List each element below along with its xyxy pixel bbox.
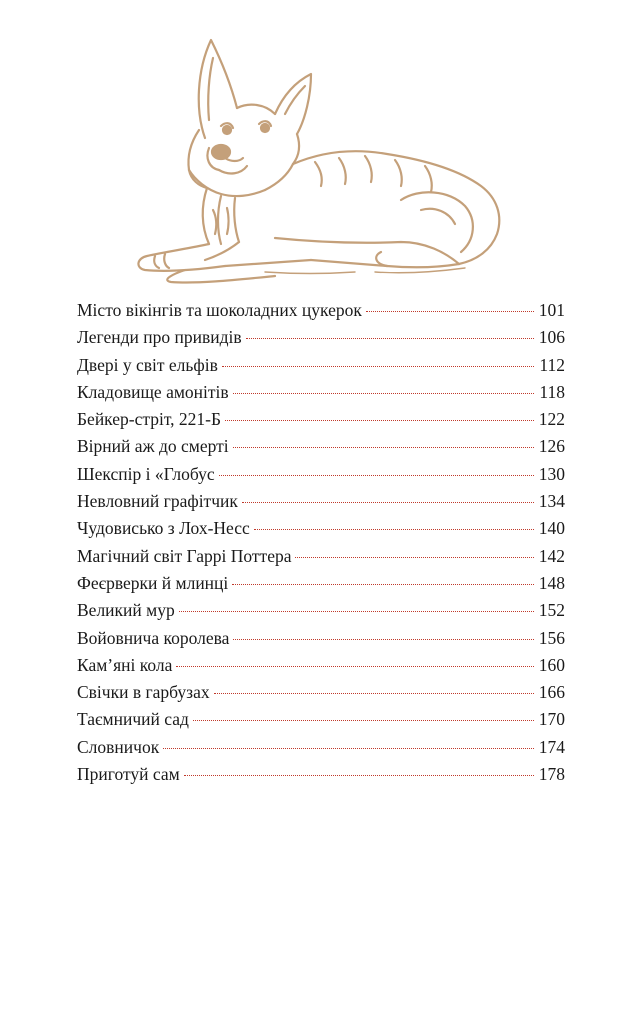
toc-entry [77, 597, 565, 624]
toc-entry-title: Шекспір і «Глобус [77, 463, 215, 484]
toc-entry-page-number: 112 [539, 354, 565, 375]
table-of-contents [77, 297, 565, 788]
toc-entry-page-number: 101 [538, 300, 565, 320]
toc-entry-page-number: 106 [538, 327, 565, 348]
toc-entry-title: Свічки в гарбузах [77, 682, 210, 703]
toc-entry-title: Чудовисько з Лох-Несс [77, 518, 250, 539]
toc-entry-title: Бейкер-стріт, 221-Б [77, 409, 222, 430]
toc-entry-title: Кладовище амонітів [77, 381, 229, 402]
toc-entry [77, 379, 565, 406]
toc-entry [77, 625, 565, 652]
toc-entry-page-number: 166 [538, 682, 565, 703]
toc-entry [77, 734, 565, 761]
dog-icon [125, 30, 515, 285]
toc-entry-page-number: 118 [539, 381, 565, 402]
toc-entry-page-number: 130 [538, 463, 565, 484]
toc-entry [77, 461, 565, 488]
toc-dot-leader [233, 447, 534, 448]
toc-entry-page-number: 178 [538, 764, 565, 785]
toc-entry [77, 652, 565, 679]
toc-dot-leader [179, 611, 534, 612]
toc-entry [77, 297, 565, 324]
toc-entry [77, 488, 565, 515]
toc-entry [77, 515, 565, 542]
toc-dot-leader [222, 366, 534, 367]
toc-entry-page-number: 126 [538, 436, 565, 457]
toc-entry-page-number: 152 [538, 600, 565, 621]
toc-dot-leader [193, 720, 534, 721]
toc-dot-leader [254, 529, 534, 530]
toc-entry-page-number: 156 [538, 627, 565, 648]
toc-entry-title: Легенди про привидів [77, 327, 242, 348]
toc-dot-leader [246, 338, 534, 339]
toc-dot-leader [233, 639, 534, 640]
toc-entry [77, 706, 565, 733]
toc-dot-leader [366, 311, 534, 312]
toc-dot-leader [242, 502, 534, 503]
toc-entry-title: Двері у світ ельфів [77, 354, 218, 375]
toc-dot-leader [232, 584, 534, 585]
toc-entry-page-number: 170 [538, 709, 565, 730]
toc-dot-leader [163, 748, 534, 749]
toc-entry-title: Кам’яні кола [77, 654, 173, 675]
toc-entry-title: Місто вікінгів та шоколадних цукерок [77, 300, 362, 320]
toc-entry-title: Приготуй сам [77, 764, 180, 785]
toc-dot-leader [176, 666, 534, 667]
toc-dot-leader [225, 420, 534, 421]
toc-entry [77, 324, 565, 351]
toc-entry-page-number: 140 [538, 518, 565, 539]
toc-entry-title: Невловний графітчик [77, 491, 238, 512]
toc-entry-title: Феєрверки й млинці [77, 572, 229, 593]
toc-dot-leader [233, 393, 534, 394]
toc-entry [77, 543, 565, 570]
dog-illustration [125, 30, 515, 285]
toc-entry [77, 570, 565, 597]
toc-dot-leader [184, 775, 534, 776]
toc-entry-title: Магічний світ Гаррі Поттера [77, 545, 292, 566]
toc-entry-title: Словничок [77, 736, 160, 757]
toc-entry-page-number: 134 [538, 491, 565, 512]
toc-dot-leader [219, 475, 534, 476]
toc-entry-title: Таємничий сад [77, 709, 189, 730]
toc-entry [77, 406, 565, 433]
toc-entry-title: Великий мур [77, 600, 175, 621]
toc-entry [77, 433, 565, 460]
toc-entry-page-number: 174 [538, 736, 565, 757]
toc-entry-page-number: 148 [538, 572, 565, 593]
toc-entry-title: Вірний аж до смерті [77, 436, 229, 457]
toc-entry-title: Войовнича королева [77, 627, 230, 648]
toc-dot-leader [295, 557, 534, 558]
toc-entry [77, 761, 565, 788]
toc-entry-page-number: 160 [538, 654, 565, 675]
toc-entry-page-number: 142 [538, 545, 565, 566]
toc-entry [77, 352, 565, 379]
toc-entry [77, 679, 565, 706]
toc-entry-page-number: 122 [538, 409, 565, 430]
toc-dot-leader [214, 693, 534, 694]
